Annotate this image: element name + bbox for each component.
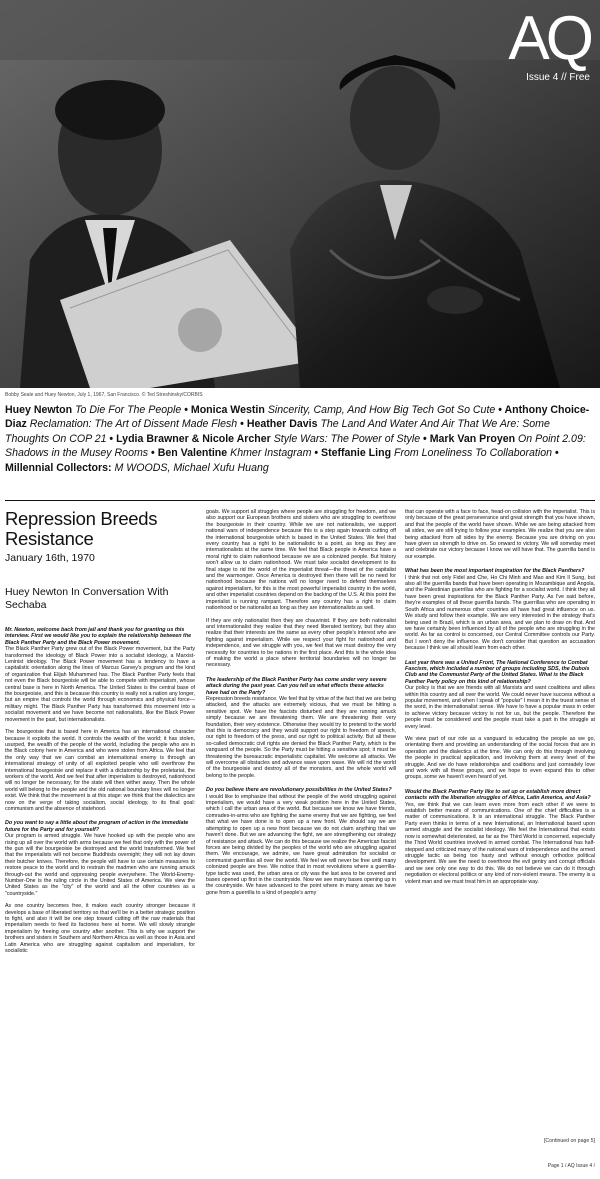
- interview-question: Do you want to say a little about the program of action in the immediate future for the Party and for yourself?: [5, 820, 189, 833]
- article-column-2: [206, 509, 396, 1159]
- contents-title: From Loneliness To Collaboration: [394, 447, 553, 460]
- article-subtitle: Huey Newton In Conversation With Sechaba: [5, 586, 169, 611]
- photo-caption: Bobby Seale and Huey Newton, July 1, 1967, San Francisco. © Ted Streshinsky/CORBIS: [5, 392, 203, 398]
- contents-item[interactable]: [5, 404, 181, 416]
- contents-author: Ben Valentine: [157, 447, 228, 460]
- issue-label: Issue 4 // Free: [526, 72, 590, 83]
- contents-item[interactable]: [321, 447, 552, 459]
- contents-item[interactable]: [5, 462, 269, 474]
- interview-question: Do you believe there are revolutionary possibilities in the United States?: [206, 787, 392, 794]
- bullet-separator: •: [237, 418, 247, 431]
- contents-author: Mark Van Proyen: [429, 432, 516, 445]
- body-paragraph: I would like to emphasize that without the people of the world struggling against imperialism, we would have a very weak position here in the United States, which I call the urban area of the world. But because we know we have friends, comrades-in-arms who are fighting the same enemy that we are fighting, we feel that what we have done is to open up a new front. We should say we are attempting to open up a new front because we do not claim anything that we haven't done. But we are advancing the fight, we are strengthening our strategy of resistance and attack. We can do this because we realize the American fascist forces are being divided by the peoples of the world who are struggling against them. We encourage, we admire, we have great admiration for socialist or communist guerrillas all over the world. We feel we will never be free until many colonized people are free. We notice that in most revolutions where a guerrilla-type tactic was used, the urban area or city was the last area to be covered and bases opened up first in the countryside. Now we see many bases opening up in the countryside. We have advanced to the point where in many areas we have gone from a guerrilla to a kind of people's army: [206, 793, 396, 896]
- interview-question: Last year there was a United Front, The National Conference to Combat Fascism, which included a number of groups including SDS, the Dubois Club and the Communist Party of the United States. What is the Black Panther Party policy on this kind of relationship?: [405, 659, 590, 685]
- contents-title: To Die For The People: [75, 404, 182, 416]
- body-paragraph: goals. We support all struggles where people are struggling for freedom, and we also support our European brothers and sisters who are struggling to overthrow the bourgeoisie in their country. While we are not nationalists, we support national wars of independence because this is a step again towards cutting off the international bourgeoisie which is based in the United States. We feel that every country has a right to be nationalistic to a point, as long as they are internationalists at the same time. We feel that Black people in America have a moral right to claim nationhood because we are a colonized people. But history won't allow us to claim nationhood. We must take socialist development to its final stage to rid the world of the imperialist threat—the threat of the capitalist and the warmonger. Once America is destroyed then there will be no need for nationhood because the nations will no longer need to defend themselves against imperialism, for this is the most powerful imperialist country in the world, and other imperialist countries depend on the backing of the U.S. At this point the imperialist is running rampant. Therefore any country has a right to claim nationhood or be nationalist as long as they are internationalists as well.: [206, 509, 396, 612]
- body-paragraph: If they are only nationalist then they are chauvinist. If they are both nationalist and internationalist they realize that they need liberated territory, but they also realize that their interests are the same as every other people's interest who are fighting against imperialism. While we respect your fight for nationhood and independence, and we struggle with you, we feel that we must destroy the very necessity for countries to be nations in the first place. And this is the whole idea of making the world a place where territorial boundaries will no longer be necessary.: [206, 617, 396, 669]
- bullet-separator: •: [420, 432, 430, 445]
- masthead: [508, 4, 590, 83]
- contents-item[interactable]: [116, 433, 420, 445]
- contents-title: Style Wars: The Power of Style: [273, 432, 421, 445]
- body-paragraph: I think that not only Fidel and Che, Ho Chi Minh and Mao and Kim Il Sung, but also all the guerrilla bands that have been operating in Mozambique and Angola, and the Palestinian guerrillas who are fighting for a socialist world. I think they all have been great inspirations for the Black Panther Party. As I've said before, they're examples of all these guerrilla bands. The guerrillas who are operating in South Africa and numerous other countries all have had great influence on us. We study and follow their example. We are very interested in the strategy that's being used in Brazil, which is an urban area, and we plan to draw on that. And we have certainly been influenced by all of the people who are struggling in the world. As far as control is concerned, our Central Committee controls our Party. But I won't deny the influence. We don't consider that question an accusation because I think we all should learn from each other.: [405, 574, 595, 652]
- bullet-separator: •: [181, 404, 191, 416]
- bullet-separator: •: [311, 447, 321, 460]
- article-column-3: [405, 509, 595, 1159]
- interview-question: Mr. Newton, welcome back from jail and thank you for granting us this interview. First we would like you to explain the relationship between the Black Panther Party and the Black Power movement.: [5, 627, 192, 646]
- cover-photo: [0, 0, 600, 388]
- body-paragraph: Repression breeds resistance. We feel that by virtue of the fact that we are being attacked, and the attacks are extremely vicious, that we must be hitting a sensitive spot. We have the fascists disturbed and they are running amuck simply because we are threatening them. We are threatening their very foundation, their very existence. Otherwise they would try to pretend to the world that this is democracy and they would support our right to freedom of speech, our right to freedom of the press, and our right to political activity. But all these so-called democratic civil rights are denied the Black Panther Party, which is the vanguard of the people. So the Party must be hitting a sensitive spot; it must be threatening the bureaucratic imperialistic capitalist. We welcome all attacks. We will overcome all obstacles and advance wave upon wave. We will rid the world of the bourgeoisie and destroy all of the monsters, and the whole world will belong to the people.: [206, 695, 396, 779]
- body-paragraph: The bourgeoisie that is based here in America has an international character because it exploits the world. It controls the wealth of the world; it has stolen, usurped, the wealth of the people of the world, including the people who are in the Black colony here in America and who were stolen from Africa. We feel that the only way that we can combat an international enemy is through an international strategy of unity of all exploited people who will overthrow the international bourgeoisie and replace it with a dictatorship by the proletariat, the workers of the world. And we feel that after imperialism is destroyed, nationhood will no longer be necessary, for the state will then wither away. Then the whole world will belong to the people and the old national boundary lines will no longer exist. We think that the movement is at this stage: we think that the dialectics are now on the verge of taking socialism, social ideology, to its final goal: communism and the absence of statehood.: [5, 729, 195, 812]
- contents-author: Monica Westin: [190, 404, 265, 416]
- body-paragraph: Our program is armed struggle. We have hooked up with the people who are rising up all over the world with arms because we feel that only with the power of the gun will the bourgeoisie be destroyed and the world transformed. We feel that the imperialists will not become Buddhists overnight; they will not lay down their butcher knives. Therefore, the people will have to use certain measures to restore peace to the world and to restrain the madmen who are running amuck through-out the world and oppressing people everywhere. The World-Enemy-Number-One is the ruling circle in the United States of America. We view the United States as the "city" of the world and all the other countries as a "countryside.": [5, 833, 195, 897]
- body-paragraph: Our policy is that we are friends with all Marxists and want coalitions and allies within this country and all over the world. We could never have success without a popular movement, and when I speak of "popular" I mean it in the truest sense of the word, in the internationalist sense. We have to have a popular mass in order to achieve victory because victory is not for us, but the people. Therefore the people must be considered and the people must take a part in the struggle at every level.: [405, 685, 595, 730]
- page-footer: Page 1 / AQ Issue 4 /: [547, 1163, 595, 1169]
- interview-question: Would the Black Panther Party like to set up or establish more direct contacts with the liberation struggles of Africa, Latin America, and Asia?: [405, 788, 591, 802]
- contents-author: Steffanie Ling: [321, 447, 392, 460]
- interview-question: What has been the most important inspiration for the Black Panthers?: [405, 568, 585, 575]
- article-date: January 16th, 1970: [5, 552, 95, 564]
- contents-item[interactable]: [158, 447, 312, 459]
- column-1-body: [5, 627, 195, 955]
- article-title: Repression Breeds Resistance: [5, 509, 158, 549]
- contents-title: On Point 2.09: Shadows in the Musey Rooms: [5, 432, 586, 460]
- bullet-separator: •: [552, 447, 559, 460]
- contents-author: Heather Davis: [246, 418, 318, 431]
- aq-logo[interactable]: AQ: [508, 4, 590, 73]
- body-paragraph: that can operate with a face to face, head-on collision with the imperialist. This is only because of the great perseverance and great strength that you have shown, and that the people of the world have shown. While we are being attacked from all sides, we are still trying to follow your examples. We realize that you are also being attacked from all sides by the enemy. Because you are driving on you have given us strength to drive on. So onward to victory. We will someday meet and celebrate our victory because I know we will have that. The guerrilla band is our example.: [405, 509, 595, 560]
- contents-author: Lydia Brawner & Nicole Archer: [116, 432, 271, 445]
- contents-author: Anthony Choice-Diaz: [5, 404, 590, 431]
- body-paragraph: Yes, we think that we can learn even more from each other if we were to establish better means of communications. One of the chief difficulties is a matter of communications. It is an international struggle. The Black Panther Party even thinks in terms of a new International, an International based upon armed struggle and the socialist ideology. We feel the International that exists now is somewhat deteriorated, as far as the Third World is concerned, especially the Third World countries involved in armed combat. The International has half-stepped and criticized many of the national wars of independence and the armed struggle tactic as being too hasty and without enough orthodox political development. We see the need to overthrow the evil gentry and corrupt officials and we see only one way to do this. We do not believe we can do it through negotiation or electoral politics or any kind of non-violent means. The enemy is a violent man and we must treat him in an appropriate way.: [405, 801, 595, 885]
- table-of-contents: [5, 403, 595, 475]
- contents-title: The Land And Water And Air That We Are: Some Thoughts On COP 21: [5, 418, 550, 445]
- contents-title: Sincerity, Camp, And How Big Tech Got So Cute: [267, 404, 496, 416]
- contents-author: Millennial Collectors:: [5, 461, 112, 474]
- body-paragraph: The Black Panther Party grew out of the Black Power movement, but the Party transformed the ideology of Black Power into a socialist ideology, a Marxist-Leninist ideology. The Black Power movement has a tendency to have a capitalistic orientation along the lines of Marcus Garvey's program and the kind of organization that Elijah Muhammed has. The Black Panther Party feels that not even the Black bourgeoisie will be able to compete with imperialism, whose central base is here in North America. The United States is the central base of the bourgeoisie, and this is because this country is really not a nation any longer, but an empire that controls the world through economics and physical force—military might. The Black Panther Party has transformed this movement into a socialist movement and we have become not nationalists, like the Black Power movement in the past, but internationalists.: [5, 646, 195, 723]
- bullet-separator: •: [148, 447, 158, 460]
- bullet-separator: •: [495, 404, 505, 416]
- body-paragraph: As one country becomes free, it makes each country stronger because it develops a base of liberated territory so that we'll be in a better strategic position to fight, and also it will be one step toward cutting off the raw materials that imperialism needs to feed its factories here at home. We will slowly strangle imperialism by freeing one country after another. This is why we support the brothers and sisters in Southern and Northern Africa as well as those in Asia and Latin America who are struggling against capitalism and imperialism, for socialistic: [5, 903, 195, 955]
- body-paragraph: We view part of our role as a vanguard is educating the people as we go, orientating them and providing an understanding of the social forces that are in operation and the dialectics at the time. We can only do this through involving the people in practical application, and involving them at every level of the struggle. And we do have relationships and coalitions and just comradely love and work with all these groups, and we hope to even expand this to other groups, some we haven't even heard of yet.: [405, 736, 595, 781]
- divider: [5, 500, 595, 501]
- contents-author: Huey Newton: [5, 404, 73, 416]
- bullet-separator: •: [106, 432, 117, 445]
- article-column-1: [5, 509, 195, 1159]
- contents-title: Reclamation: The Art of Dissent Made Flesh: [29, 418, 238, 431]
- contents-title: M WOODS, Michael Xufu Huang: [114, 461, 269, 474]
- contents-title: Khmer Instagram: [230, 447, 312, 460]
- contents-item[interactable]: [191, 404, 495, 416]
- continued-note[interactable]: [Continued on page 5]: [543, 1138, 595, 1144]
- interview-question: The leadership of the Black Panther Party has come under very severe attack during the past year. Can you tell us what effects these attacks have had on the Party?: [206, 676, 387, 696]
